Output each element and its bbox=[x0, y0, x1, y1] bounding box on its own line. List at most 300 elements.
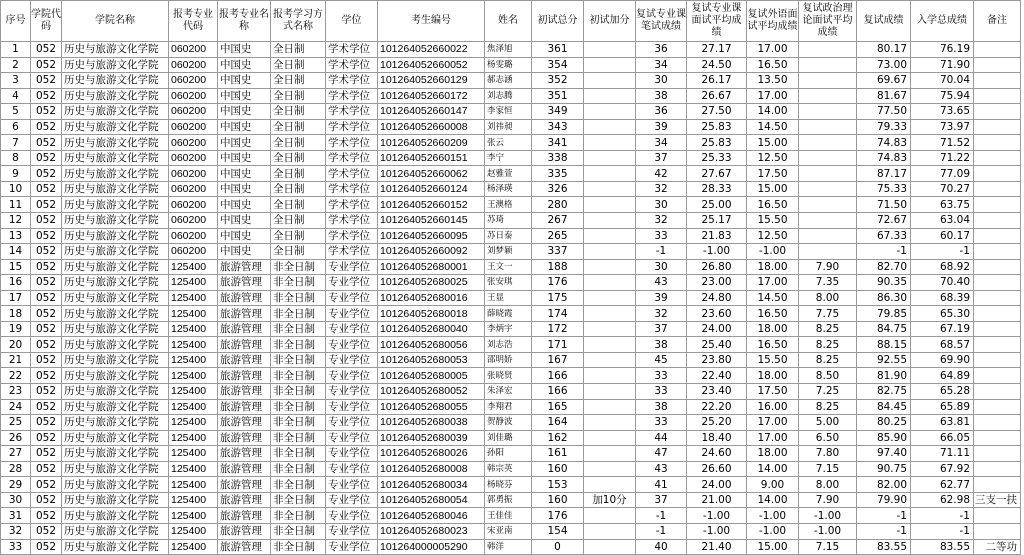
cell-major-code[interactable]: 125400 bbox=[169, 415, 218, 431]
cell-final-score[interactable]: 67.92 bbox=[911, 461, 974, 477]
cell-remark[interactable] bbox=[974, 135, 1021, 151]
cell-final-score[interactable]: 63.81 bbox=[911, 415, 974, 431]
cell-college-code[interactable]: 052 bbox=[31, 306, 62, 322]
cell-study-mode[interactable]: 全日制 bbox=[271, 104, 326, 120]
cell-index[interactable]: 8 bbox=[1, 150, 31, 166]
cell-college-name[interactable]: 历史与旅游文化学院 bbox=[62, 42, 169, 58]
cell-college-code[interactable]: 052 bbox=[31, 337, 62, 353]
cell-degree[interactable]: 专业学位 bbox=[326, 337, 378, 353]
cell-college-code[interactable]: 052 bbox=[31, 119, 62, 135]
cell-exam-id[interactable]: 101264052660062 bbox=[378, 166, 485, 182]
cell-foreign-lang[interactable]: 14.00 bbox=[747, 104, 799, 120]
cell-exam-id[interactable]: 101264052660124 bbox=[378, 181, 485, 197]
cell-remark[interactable] bbox=[974, 399, 1021, 415]
cell-interview[interactable]: 25.20 bbox=[687, 415, 747, 431]
header-col-retest-score[interactable]: 复试成绩 bbox=[857, 1, 911, 42]
cell-remark[interactable] bbox=[974, 275, 1021, 291]
header-col-interview[interactable]: 复试专业课面试平均成绩 bbox=[687, 1, 747, 42]
cell-name[interactable]: 刘志浩 bbox=[485, 337, 532, 353]
cell-written[interactable]: 30 bbox=[636, 73, 687, 89]
cell-name[interactable]: 杨泽瑛 bbox=[485, 181, 532, 197]
cell-major-name[interactable]: 中国史 bbox=[218, 73, 271, 89]
cell-major-name[interactable]: 旅游管理 bbox=[218, 399, 271, 415]
cell-remark[interactable] bbox=[974, 461, 1021, 477]
cell-major-name[interactable]: 旅游管理 bbox=[218, 384, 271, 400]
cell-college-code[interactable]: 052 bbox=[31, 228, 62, 244]
cell-written[interactable]: 36 bbox=[636, 104, 687, 120]
cell-final-score[interactable]: 68.57 bbox=[911, 337, 974, 353]
cell-final-score[interactable]: -1 bbox=[911, 523, 974, 539]
cell-interview[interactable]: 27.17 bbox=[687, 42, 747, 58]
cell-college-name[interactable]: 历史与旅游文化学院 bbox=[62, 446, 169, 462]
cell-study-mode[interactable]: 非全日制 bbox=[271, 384, 326, 400]
cell-remark[interactable] bbox=[974, 119, 1021, 135]
cell-major-code[interactable]: 125400 bbox=[169, 321, 218, 337]
cell-prelim-bonus[interactable] bbox=[584, 275, 636, 291]
cell-interview[interactable]: 18.40 bbox=[687, 430, 747, 446]
cell-retest-score[interactable]: 81.90 bbox=[857, 368, 911, 384]
cell-major-name[interactable]: 旅游管理 bbox=[218, 306, 271, 322]
cell-name[interactable]: 王显 bbox=[485, 290, 532, 306]
cell-major-name[interactable]: 中国史 bbox=[218, 181, 271, 197]
cell-interview[interactable]: 26.17 bbox=[687, 73, 747, 89]
cell-college-code[interactable]: 052 bbox=[31, 461, 62, 477]
cell-written[interactable]: 47 bbox=[636, 446, 687, 462]
cell-college-name[interactable]: 历史与旅游文化学院 bbox=[62, 384, 169, 400]
cell-exam-id[interactable]: 101264052660008 bbox=[378, 119, 485, 135]
cell-politics[interactable] bbox=[799, 228, 857, 244]
cell-prelim-bonus[interactable] bbox=[584, 368, 636, 384]
cell-retest-score[interactable]: 79.90 bbox=[857, 492, 911, 508]
cell-major-name[interactable]: 中国史 bbox=[218, 119, 271, 135]
cell-foreign-lang[interactable]: 16.50 bbox=[747, 197, 799, 213]
cell-index[interactable]: 15 bbox=[1, 259, 31, 275]
cell-exam-id[interactable]: 101264052680034 bbox=[378, 477, 485, 493]
cell-college-code[interactable]: 052 bbox=[31, 508, 62, 524]
cell-foreign-lang[interactable]: 17.00 bbox=[747, 88, 799, 104]
cell-college-code[interactable]: 052 bbox=[31, 321, 62, 337]
cell-prelim-total[interactable]: 160 bbox=[532, 492, 584, 508]
cell-written[interactable]: 40 bbox=[636, 539, 687, 555]
cell-name[interactable]: 韩宗英 bbox=[485, 461, 532, 477]
cell-retest-score[interactable]: -1 bbox=[857, 508, 911, 524]
cell-study-mode[interactable]: 全日制 bbox=[271, 135, 326, 151]
cell-major-name[interactable]: 中国史 bbox=[218, 244, 271, 260]
cell-remark[interactable] bbox=[974, 523, 1021, 539]
cell-study-mode[interactable]: 非全日制 bbox=[271, 259, 326, 275]
cell-college-name[interactable]: 历史与旅游文化学院 bbox=[62, 166, 169, 182]
cell-retest-score[interactable]: 71.50 bbox=[857, 197, 911, 213]
cell-college-name[interactable]: 历史与旅游文化学院 bbox=[62, 88, 169, 104]
header-col-remark[interactable]: 备注 bbox=[974, 1, 1021, 42]
cell-written[interactable]: 37 bbox=[636, 321, 687, 337]
cell-exam-id[interactable]: 101264052660022 bbox=[378, 42, 485, 58]
cell-politics[interactable]: 7.75 bbox=[799, 306, 857, 322]
cell-retest-score[interactable]: 86.30 bbox=[857, 290, 911, 306]
cell-prelim-total[interactable]: 176 bbox=[532, 275, 584, 291]
cell-major-name[interactable]: 中国史 bbox=[218, 42, 271, 58]
cell-retest-score[interactable]: 90.35 bbox=[857, 275, 911, 291]
cell-study-mode[interactable]: 全日制 bbox=[271, 42, 326, 58]
cell-politics[interactable]: 8.25 bbox=[799, 352, 857, 368]
cell-prelim-total[interactable]: 354 bbox=[532, 57, 584, 73]
cell-final-score[interactable]: 71.22 bbox=[911, 150, 974, 166]
cell-politics[interactable]: 7.80 bbox=[799, 446, 857, 462]
cell-retest-score[interactable]: 82.70 bbox=[857, 259, 911, 275]
cell-exam-id[interactable]: 101264000005290 bbox=[378, 539, 485, 555]
cell-college-code[interactable]: 052 bbox=[31, 492, 62, 508]
cell-prelim-bonus[interactable] bbox=[584, 119, 636, 135]
cell-major-name[interactable]: 旅游管理 bbox=[218, 477, 271, 493]
cell-index[interactable]: 25 bbox=[1, 415, 31, 431]
cell-index[interactable]: 3 bbox=[1, 73, 31, 89]
cell-politics[interactable] bbox=[799, 150, 857, 166]
cell-major-name[interactable]: 旅游管理 bbox=[218, 430, 271, 446]
cell-college-name[interactable]: 历史与旅游文化学院 bbox=[62, 306, 169, 322]
cell-exam-id[interactable]: 101264052680040 bbox=[378, 321, 485, 337]
cell-final-score[interactable]: 70.27 bbox=[911, 181, 974, 197]
cell-exam-id[interactable]: 101264052680018 bbox=[378, 306, 485, 322]
cell-study-mode[interactable]: 非全日制 bbox=[271, 508, 326, 524]
cell-prelim-bonus[interactable] bbox=[584, 415, 636, 431]
cell-name[interactable]: 李宁 bbox=[485, 150, 532, 166]
cell-name[interactable]: 邵明娇 bbox=[485, 352, 532, 368]
cell-major-name[interactable]: 旅游管理 bbox=[218, 415, 271, 431]
header-col-major-name[interactable]: 报考专业名称 bbox=[218, 1, 271, 42]
cell-degree[interactable]: 专业学位 bbox=[326, 461, 378, 477]
cell-final-score[interactable]: 70.04 bbox=[911, 73, 974, 89]
cell-foreign-lang[interactable]: 14.00 bbox=[747, 461, 799, 477]
cell-college-code[interactable]: 052 bbox=[31, 446, 62, 462]
cell-foreign-lang[interactable]: 17.50 bbox=[747, 166, 799, 182]
cell-study-mode[interactable]: 非全日制 bbox=[271, 290, 326, 306]
cell-exam-id[interactable]: 101264052680038 bbox=[378, 415, 485, 431]
cell-college-name[interactable]: 历史与旅游文化学院 bbox=[62, 228, 169, 244]
cell-major-code[interactable]: 060200 bbox=[169, 57, 218, 73]
cell-written[interactable]: 32 bbox=[636, 181, 687, 197]
cell-interview[interactable]: 24.60 bbox=[687, 446, 747, 462]
cell-name[interactable]: 焦泽旭 bbox=[485, 42, 532, 58]
cell-politics[interactable] bbox=[799, 166, 857, 182]
cell-politics[interactable]: 7.90 bbox=[799, 259, 857, 275]
cell-name[interactable]: 李炳宇 bbox=[485, 321, 532, 337]
cell-foreign-lang[interactable]: 17.50 bbox=[747, 384, 799, 400]
cell-study-mode[interactable]: 全日制 bbox=[271, 57, 326, 73]
cell-index[interactable]: 27 bbox=[1, 446, 31, 462]
cell-name[interactable]: 刘祎昶 bbox=[485, 119, 532, 135]
cell-politics[interactable] bbox=[799, 135, 857, 151]
cell-major-code[interactable]: 060200 bbox=[169, 228, 218, 244]
cell-remark[interactable] bbox=[974, 197, 1021, 213]
header-col-major-code[interactable]: 报考专业代码 bbox=[169, 1, 218, 42]
cell-remark[interactable]: 三支一扶 bbox=[974, 492, 1021, 508]
cell-prelim-total[interactable]: 164 bbox=[532, 415, 584, 431]
cell-prelim-bonus[interactable] bbox=[584, 259, 636, 275]
cell-prelim-bonus[interactable] bbox=[584, 135, 636, 151]
cell-politics[interactable]: 8.00 bbox=[799, 290, 857, 306]
cell-study-mode[interactable]: 非全日制 bbox=[271, 446, 326, 462]
cell-degree[interactable]: 专业学位 bbox=[326, 290, 378, 306]
cell-major-name[interactable]: 中国史 bbox=[218, 197, 271, 213]
cell-prelim-total[interactable]: 176 bbox=[532, 508, 584, 524]
cell-college-name[interactable]: 历史与旅游文化学院 bbox=[62, 337, 169, 353]
cell-interview[interactable]: -1.00 bbox=[687, 523, 747, 539]
cell-interview[interactable]: 25.40 bbox=[687, 337, 747, 353]
cell-prelim-total[interactable]: 326 bbox=[532, 181, 584, 197]
cell-degree[interactable]: 学术学位 bbox=[326, 166, 378, 182]
cell-degree[interactable]: 学术学位 bbox=[326, 88, 378, 104]
cell-index[interactable]: 31 bbox=[1, 508, 31, 524]
cell-college-code[interactable]: 052 bbox=[31, 275, 62, 291]
cell-exam-id[interactable]: 101264052660129 bbox=[378, 73, 485, 89]
cell-major-code[interactable]: 060200 bbox=[169, 213, 218, 229]
cell-interview[interactable]: 25.83 bbox=[687, 135, 747, 151]
cell-interview[interactable]: 22.40 bbox=[687, 368, 747, 384]
cell-final-score[interactable]: 77.09 bbox=[911, 166, 974, 182]
cell-name[interactable]: 杨雯璐 bbox=[485, 57, 532, 73]
cell-written[interactable]: 45 bbox=[636, 352, 687, 368]
cell-exam-id[interactable]: 101264052660209 bbox=[378, 135, 485, 151]
cell-prelim-bonus[interactable] bbox=[584, 321, 636, 337]
cell-degree[interactable]: 专业学位 bbox=[326, 492, 378, 508]
cell-study-mode[interactable]: 非全日制 bbox=[271, 321, 326, 337]
cell-remark[interactable] bbox=[974, 181, 1021, 197]
cell-college-code[interactable]: 052 bbox=[31, 384, 62, 400]
cell-retest-score[interactable]: 67.33 bbox=[857, 228, 911, 244]
cell-interview[interactable]: 25.83 bbox=[687, 119, 747, 135]
cell-exam-id[interactable]: 101264052660147 bbox=[378, 104, 485, 120]
cell-retest-score[interactable]: 74.83 bbox=[857, 135, 911, 151]
cell-college-code[interactable]: 052 bbox=[31, 539, 62, 555]
cell-major-code[interactable]: 125400 bbox=[169, 539, 218, 555]
cell-study-mode[interactable]: 全日制 bbox=[271, 88, 326, 104]
cell-study-mode[interactable]: 非全日制 bbox=[271, 539, 326, 555]
cell-written[interactable]: 32 bbox=[636, 213, 687, 229]
cell-remark[interactable] bbox=[974, 446, 1021, 462]
cell-prelim-bonus[interactable] bbox=[584, 166, 636, 182]
cell-major-code[interactable]: 060200 bbox=[169, 88, 218, 104]
cell-major-name[interactable]: 旅游管理 bbox=[218, 368, 271, 384]
cell-final-score[interactable]: 75.94 bbox=[911, 88, 974, 104]
cell-major-name[interactable]: 旅游管理 bbox=[218, 352, 271, 368]
cell-foreign-lang[interactable]: -1.00 bbox=[747, 244, 799, 260]
cell-exam-id[interactable]: 101264052680046 bbox=[378, 508, 485, 524]
cell-college-code[interactable]: 052 bbox=[31, 88, 62, 104]
cell-written[interactable]: 43 bbox=[636, 275, 687, 291]
cell-retest-score[interactable]: 82.75 bbox=[857, 384, 911, 400]
cell-exam-id[interactable]: 101264052680054 bbox=[378, 492, 485, 508]
cell-politics[interactable]: 8.25 bbox=[799, 321, 857, 337]
cell-major-name[interactable]: 中国史 bbox=[218, 135, 271, 151]
cell-retest-score[interactable]: 79.85 bbox=[857, 306, 911, 322]
cell-major-code[interactable]: 060200 bbox=[169, 166, 218, 182]
cell-college-code[interactable]: 052 bbox=[31, 166, 62, 182]
cell-major-code[interactable]: 125400 bbox=[169, 508, 218, 524]
cell-final-score[interactable]: 65.28 bbox=[911, 384, 974, 400]
cell-name[interactable]: 赵雅萱 bbox=[485, 166, 532, 182]
cell-index[interactable]: 18 bbox=[1, 306, 31, 322]
cell-retest-score[interactable]: 73.00 bbox=[857, 57, 911, 73]
cell-prelim-total[interactable]: 338 bbox=[532, 150, 584, 166]
cell-exam-id[interactable]: 101264052660172 bbox=[378, 88, 485, 104]
cell-politics[interactable] bbox=[799, 104, 857, 120]
cell-foreign-lang[interactable]: 16.00 bbox=[747, 399, 799, 415]
cell-politics[interactable] bbox=[799, 119, 857, 135]
cell-study-mode[interactable]: 全日制 bbox=[271, 119, 326, 135]
cell-exam-id[interactable]: 101264052680023 bbox=[378, 523, 485, 539]
cell-degree[interactable]: 专业学位 bbox=[326, 446, 378, 462]
cell-remark[interactable] bbox=[974, 88, 1021, 104]
cell-prelim-bonus[interactable] bbox=[584, 290, 636, 306]
header-col-prelim-total[interactable]: 初试总分 bbox=[532, 1, 584, 42]
cell-index[interactable]: 5 bbox=[1, 104, 31, 120]
cell-final-score[interactable]: 67.19 bbox=[911, 321, 974, 337]
cell-index[interactable]: 19 bbox=[1, 321, 31, 337]
cell-written[interactable]: 43 bbox=[636, 461, 687, 477]
cell-degree[interactable]: 学术学位 bbox=[326, 197, 378, 213]
cell-interview[interactable]: 25.00 bbox=[687, 197, 747, 213]
cell-politics[interactable]: 8.25 bbox=[799, 337, 857, 353]
cell-index[interactable]: 16 bbox=[1, 275, 31, 291]
cell-degree[interactable]: 专业学位 bbox=[326, 259, 378, 275]
cell-final-score[interactable]: 62.77 bbox=[911, 477, 974, 493]
cell-name[interactable]: 王澳格 bbox=[485, 197, 532, 213]
cell-exam-id[interactable]: 101264052680008 bbox=[378, 461, 485, 477]
cell-foreign-lang[interactable]: 12.50 bbox=[747, 228, 799, 244]
cell-study-mode[interactable]: 非全日制 bbox=[271, 461, 326, 477]
cell-college-name[interactable]: 历史与旅游文化学院 bbox=[62, 275, 169, 291]
cell-prelim-bonus[interactable] bbox=[584, 306, 636, 322]
cell-politics[interactable]: 7.90 bbox=[799, 492, 857, 508]
header-col-college-code[interactable]: 学院代码 bbox=[31, 1, 62, 42]
cell-index[interactable]: 7 bbox=[1, 135, 31, 151]
cell-retest-score[interactable]: 79.33 bbox=[857, 119, 911, 135]
cell-interview[interactable]: 26.67 bbox=[687, 88, 747, 104]
cell-major-code[interactable]: 060200 bbox=[169, 197, 218, 213]
cell-prelim-bonus[interactable]: 加10分 bbox=[584, 492, 636, 508]
cell-major-name[interactable]: 旅游管理 bbox=[218, 461, 271, 477]
cell-politics[interactable] bbox=[799, 213, 857, 229]
cell-study-mode[interactable]: 全日制 bbox=[271, 166, 326, 182]
cell-final-score[interactable]: 68.92 bbox=[911, 259, 974, 275]
cell-name[interactable]: 杨晓芬 bbox=[485, 477, 532, 493]
cell-written[interactable]: 44 bbox=[636, 430, 687, 446]
cell-politics[interactable] bbox=[799, 42, 857, 58]
cell-final-score[interactable]: 70.40 bbox=[911, 275, 974, 291]
cell-retest-score[interactable]: 69.67 bbox=[857, 73, 911, 89]
cell-index[interactable]: 21 bbox=[1, 352, 31, 368]
cell-remark[interactable]: 二等功 bbox=[974, 539, 1021, 555]
cell-prelim-total[interactable]: 174 bbox=[532, 306, 584, 322]
cell-foreign-lang[interactable]: -1.00 bbox=[747, 523, 799, 539]
cell-remark[interactable] bbox=[974, 166, 1021, 182]
cell-degree[interactable]: 学术学位 bbox=[326, 42, 378, 58]
cell-interview[interactable]: 28.33 bbox=[687, 181, 747, 197]
cell-remark[interactable] bbox=[974, 368, 1021, 384]
cell-degree[interactable]: 专业学位 bbox=[326, 415, 378, 431]
cell-college-code[interactable]: 052 bbox=[31, 135, 62, 151]
cell-degree[interactable]: 专业学位 bbox=[326, 477, 378, 493]
cell-prelim-bonus[interactable] bbox=[584, 57, 636, 73]
cell-degree[interactable]: 学术学位 bbox=[326, 57, 378, 73]
cell-major-code[interactable]: 125400 bbox=[169, 259, 218, 275]
cell-major-name[interactable]: 旅游管理 bbox=[218, 446, 271, 462]
cell-college-code[interactable]: 052 bbox=[31, 104, 62, 120]
cell-study-mode[interactable]: 非全日制 bbox=[271, 415, 326, 431]
cell-exam-id[interactable]: 101264052680039 bbox=[378, 430, 485, 446]
cell-prelim-total[interactable]: 341 bbox=[532, 135, 584, 151]
header-col-degree[interactable]: 学位 bbox=[326, 1, 378, 42]
cell-degree[interactable]: 学术学位 bbox=[326, 135, 378, 151]
cell-remark[interactable] bbox=[974, 244, 1021, 260]
cell-study-mode[interactable]: 非全日制 bbox=[271, 477, 326, 493]
cell-final-score[interactable]: 63.04 bbox=[911, 213, 974, 229]
cell-study-mode[interactable]: 非全日制 bbox=[271, 352, 326, 368]
cell-prelim-total[interactable]: 267 bbox=[532, 213, 584, 229]
cell-college-name[interactable]: 历史与旅游文化学院 bbox=[62, 352, 169, 368]
cell-politics[interactable] bbox=[799, 57, 857, 73]
cell-college-name[interactable]: 历史与旅游文化学院 bbox=[62, 430, 169, 446]
cell-prelim-total[interactable]: 349 bbox=[532, 104, 584, 120]
cell-final-score[interactable]: 69.90 bbox=[911, 352, 974, 368]
cell-exam-id[interactable]: 101264052680016 bbox=[378, 290, 485, 306]
cell-index[interactable]: 17 bbox=[1, 290, 31, 306]
cell-degree[interactable]: 专业学位 bbox=[326, 275, 378, 291]
cell-degree[interactable]: 专业学位 bbox=[326, 508, 378, 524]
cell-index[interactable]: 22 bbox=[1, 368, 31, 384]
cell-college-name[interactable]: 历史与旅游文化学院 bbox=[62, 523, 169, 539]
header-col-written[interactable]: 复试专业课笔试成绩 bbox=[636, 1, 687, 42]
cell-retest-score[interactable]: 88.15 bbox=[857, 337, 911, 353]
cell-study-mode[interactable]: 非全日制 bbox=[271, 523, 326, 539]
cell-prelim-total[interactable]: 160 bbox=[532, 461, 584, 477]
cell-name[interactable]: 孙阳 bbox=[485, 446, 532, 462]
cell-index[interactable]: 30 bbox=[1, 492, 31, 508]
cell-degree[interactable]: 学术学位 bbox=[326, 213, 378, 229]
cell-major-name[interactable]: 旅游管理 bbox=[218, 259, 271, 275]
cell-major-code[interactable]: 060200 bbox=[169, 104, 218, 120]
cell-prelim-bonus[interactable] bbox=[584, 384, 636, 400]
cell-index[interactable]: 6 bbox=[1, 119, 31, 135]
cell-major-name[interactable]: 中国史 bbox=[218, 228, 271, 244]
cell-foreign-lang[interactable]: 14.00 bbox=[747, 492, 799, 508]
cell-prelim-total[interactable]: 188 bbox=[532, 259, 584, 275]
cell-prelim-total[interactable]: 167 bbox=[532, 352, 584, 368]
cell-politics[interactable] bbox=[799, 88, 857, 104]
cell-degree[interactable]: 学术学位 bbox=[326, 244, 378, 260]
cell-prelim-total[interactable]: 352 bbox=[532, 73, 584, 89]
cell-exam-id[interactable]: 101264052680026 bbox=[378, 446, 485, 462]
header-col-politics[interactable]: 复试政治理论面试平均成绩 bbox=[799, 1, 857, 42]
cell-remark[interactable] bbox=[974, 213, 1021, 229]
cell-prelim-total[interactable]: 337 bbox=[532, 244, 584, 260]
cell-final-score[interactable]: 71.90 bbox=[911, 57, 974, 73]
cell-name[interactable]: 王佳佳 bbox=[485, 508, 532, 524]
cell-remark[interactable] bbox=[974, 259, 1021, 275]
cell-final-score[interactable]: 64.89 bbox=[911, 368, 974, 384]
cell-study-mode[interactable]: 非全日制 bbox=[271, 492, 326, 508]
cell-prelim-bonus[interactable] bbox=[584, 461, 636, 477]
cell-prelim-total[interactable]: 361 bbox=[532, 42, 584, 58]
cell-written[interactable]: 36 bbox=[636, 42, 687, 58]
cell-degree[interactable]: 学术学位 bbox=[326, 228, 378, 244]
cell-remark[interactable] bbox=[974, 73, 1021, 89]
cell-study-mode[interactable]: 非全日制 bbox=[271, 399, 326, 415]
header-col-college-name[interactable]: 学院名称 bbox=[62, 1, 169, 42]
cell-name[interactable]: 郭勇振 bbox=[485, 492, 532, 508]
cell-prelim-bonus[interactable] bbox=[584, 399, 636, 415]
cell-remark[interactable] bbox=[974, 290, 1021, 306]
